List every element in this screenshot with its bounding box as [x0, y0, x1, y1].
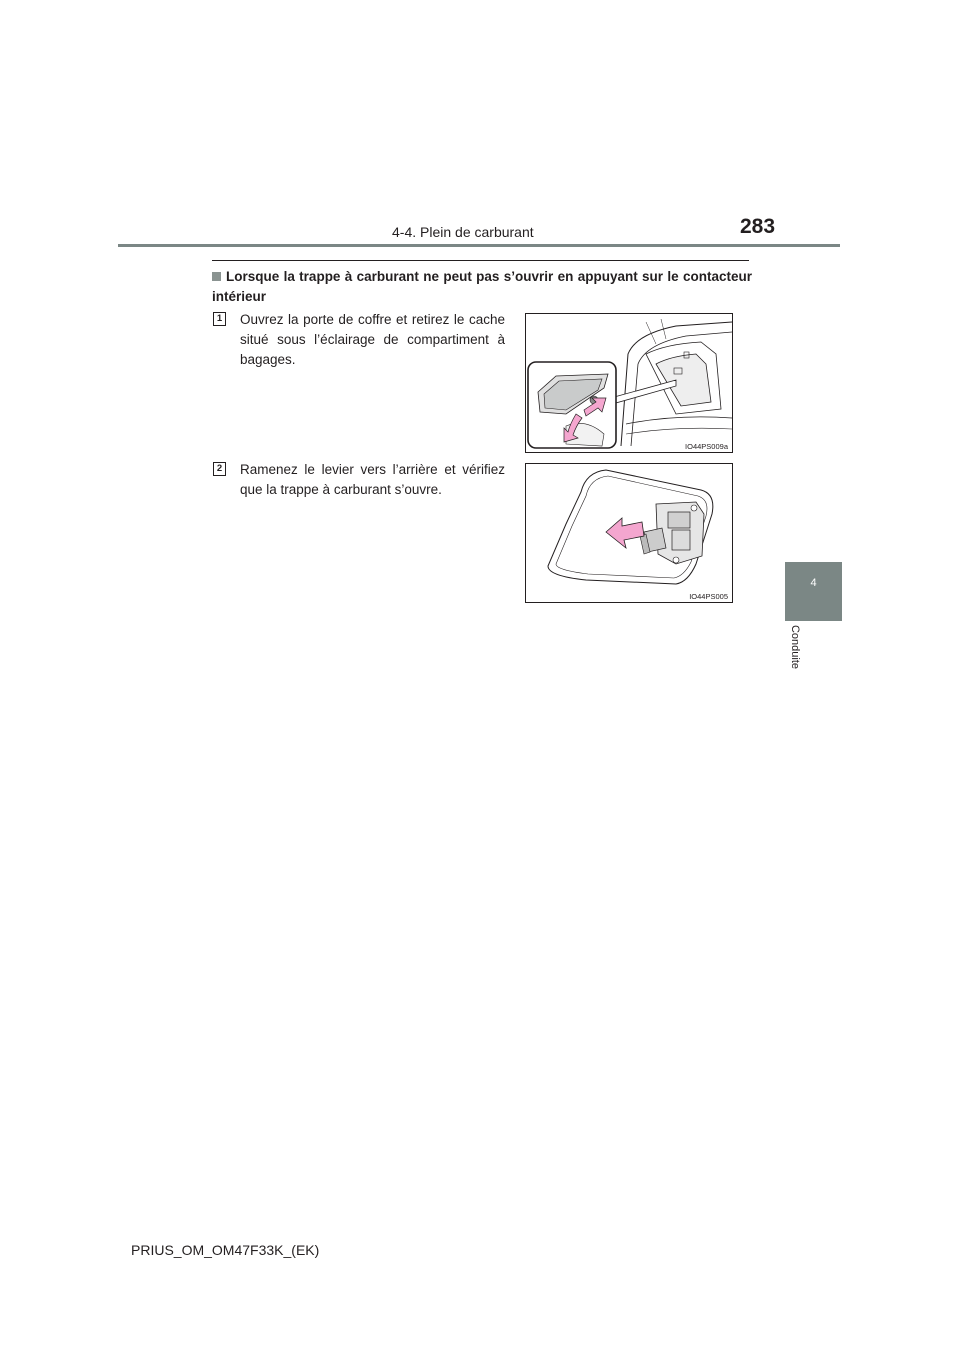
section-heading [212, 267, 752, 307]
step-text-1: Ouvrez la porte de coffre et retirez le cache situé sous l’éclairage de compartiment à bagages. [240, 312, 505, 367]
figure-trunk-cover [525, 313, 733, 453]
step-number-2: 2 [213, 462, 226, 476]
section-title: 4-4. Plein de carburant [392, 224, 534, 240]
figure-code-2: IO44PS005 [689, 592, 728, 601]
trunk-cover-illustration [526, 314, 732, 452]
header-rule [118, 244, 840, 247]
chapter-label: Conduite [789, 624, 801, 670]
chapter-number: 4 [810, 577, 817, 589]
figure-code-1: IO44PS009a [685, 442, 728, 451]
page-number: 283 [740, 215, 776, 238]
step-text-2: Ramenez le levier vers l’arrière et vérifiez que la trappe à carburant s’ouvre. [240, 462, 505, 497]
fuel-lever-illustration [526, 464, 732, 602]
heading-rule [212, 260, 749, 261]
section-heading-text: Lorsque la trappe à carburant ne peut pas s’ouvrir en appuyant sur le contacteur intérieur [212, 269, 752, 304]
document-code: PRIUS_OM_OM47F33K_(EK) [131, 1242, 320, 1258]
figure-fuel-lever [525, 463, 733, 603]
step-number-1: 1 [213, 312, 226, 326]
square-bullet-icon [212, 272, 221, 281]
